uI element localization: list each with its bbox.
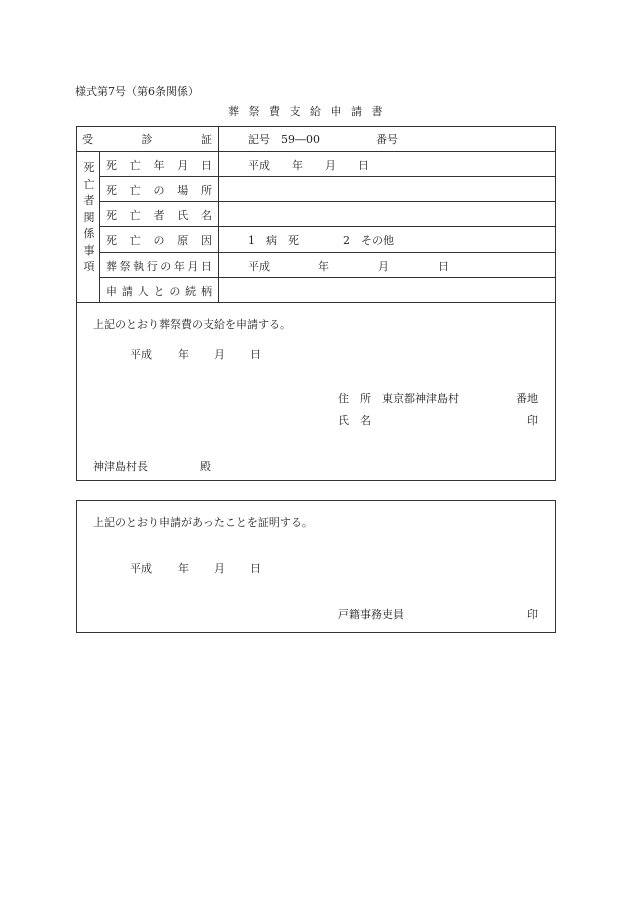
cause-of-death-label (106, 232, 212, 248)
funeral-era[interactable]: 平成 (248, 260, 270, 273)
funeral-date-label-text: 葬 祭 執 行 の 年 月 日 (106, 260, 212, 273)
certification-date-month[interactable]: 月 (214, 562, 225, 575)
column-divider (99, 151, 100, 302)
application-date-day[interactable]: 日 (250, 348, 261, 361)
column-divider (218, 126, 219, 302)
funeral-month[interactable]: 月 (378, 260, 389, 273)
deceased-name-label-text: 死 亡 者 氏 名 (106, 209, 212, 222)
funeral-date-label (106, 258, 212, 274)
funeral-day[interactable]: 日 (438, 260, 449, 273)
certification-date-year[interactable]: 年 (178, 562, 189, 575)
insured-card-label-text: 受 診 証 (82, 133, 212, 146)
deceased-section-label: 死亡者関係事項 (83, 161, 95, 273)
place-of-death-label-text: 死 亡 の 場 所 (106, 184, 212, 197)
addressee: 神津島村長 (93, 460, 148, 473)
form-title: 葬祭費支給申請書 (228, 105, 392, 118)
application-date-era: 平成 (130, 348, 152, 361)
relation-label (106, 283, 212, 299)
row-divider (76, 302, 556, 303)
insured-card-label (82, 131, 212, 147)
place-of-death-field[interactable] (248, 182, 548, 198)
applicant-name-field[interactable] (400, 410, 510, 426)
registry-officer-seal: 印 (527, 608, 538, 621)
cause-of-death-label-text: 死 亡 の 原 因 (106, 234, 212, 247)
address-suffix: 番地 (516, 392, 538, 405)
date-of-death-label-text: 死 亡 年 月 日 (106, 159, 212, 172)
certification-date-era: 平成 (130, 562, 152, 575)
certification-text: 上記のとおり申請があったことを証明する。 (93, 516, 313, 529)
application-form (76, 126, 556, 481)
applicant-seal: 印 (527, 414, 538, 427)
applicant-name-label: 氏 名 (338, 414, 371, 427)
applicant-address-label: 住 所 東京都神津島村 (338, 392, 459, 405)
application-date-month[interactable]: 月 (214, 348, 225, 361)
registry-officer-label: 戸籍事務吏員 (338, 608, 404, 621)
deceased-name-label (106, 207, 212, 223)
date-of-death-field[interactable]: 平成 年 月 日 (248, 159, 369, 172)
relation-label-text: 申 請 人 と の 続 柄 (106, 285, 212, 298)
form-number: 様式第7号（第6条関係） (75, 85, 199, 98)
application-declaration: 上記のとおり葬祭費の支給を申請する。 (93, 318, 291, 331)
relation-field[interactable] (222, 280, 552, 300)
row-divider (99, 226, 556, 227)
row-divider (99, 176, 556, 177)
row-divider (99, 252, 556, 253)
funeral-year[interactable]: 年 (318, 260, 329, 273)
application-date-year[interactable]: 年 (178, 348, 189, 361)
date-of-death-label (106, 157, 212, 173)
honorific: 殿 (200, 460, 211, 473)
place-of-death-label (106, 182, 212, 198)
record-number-field[interactable]: 記号 59―00 (248, 133, 320, 146)
certification-date-day[interactable]: 日 (250, 562, 261, 575)
deceased-name-field[interactable] (248, 207, 548, 223)
row-divider (76, 151, 556, 152)
row-divider (99, 201, 556, 202)
row-divider (99, 277, 556, 278)
card-number-field[interactable]: 番号 (376, 133, 398, 146)
cause-of-death-field[interactable]: 1 病 死 2 その他 (248, 234, 394, 247)
